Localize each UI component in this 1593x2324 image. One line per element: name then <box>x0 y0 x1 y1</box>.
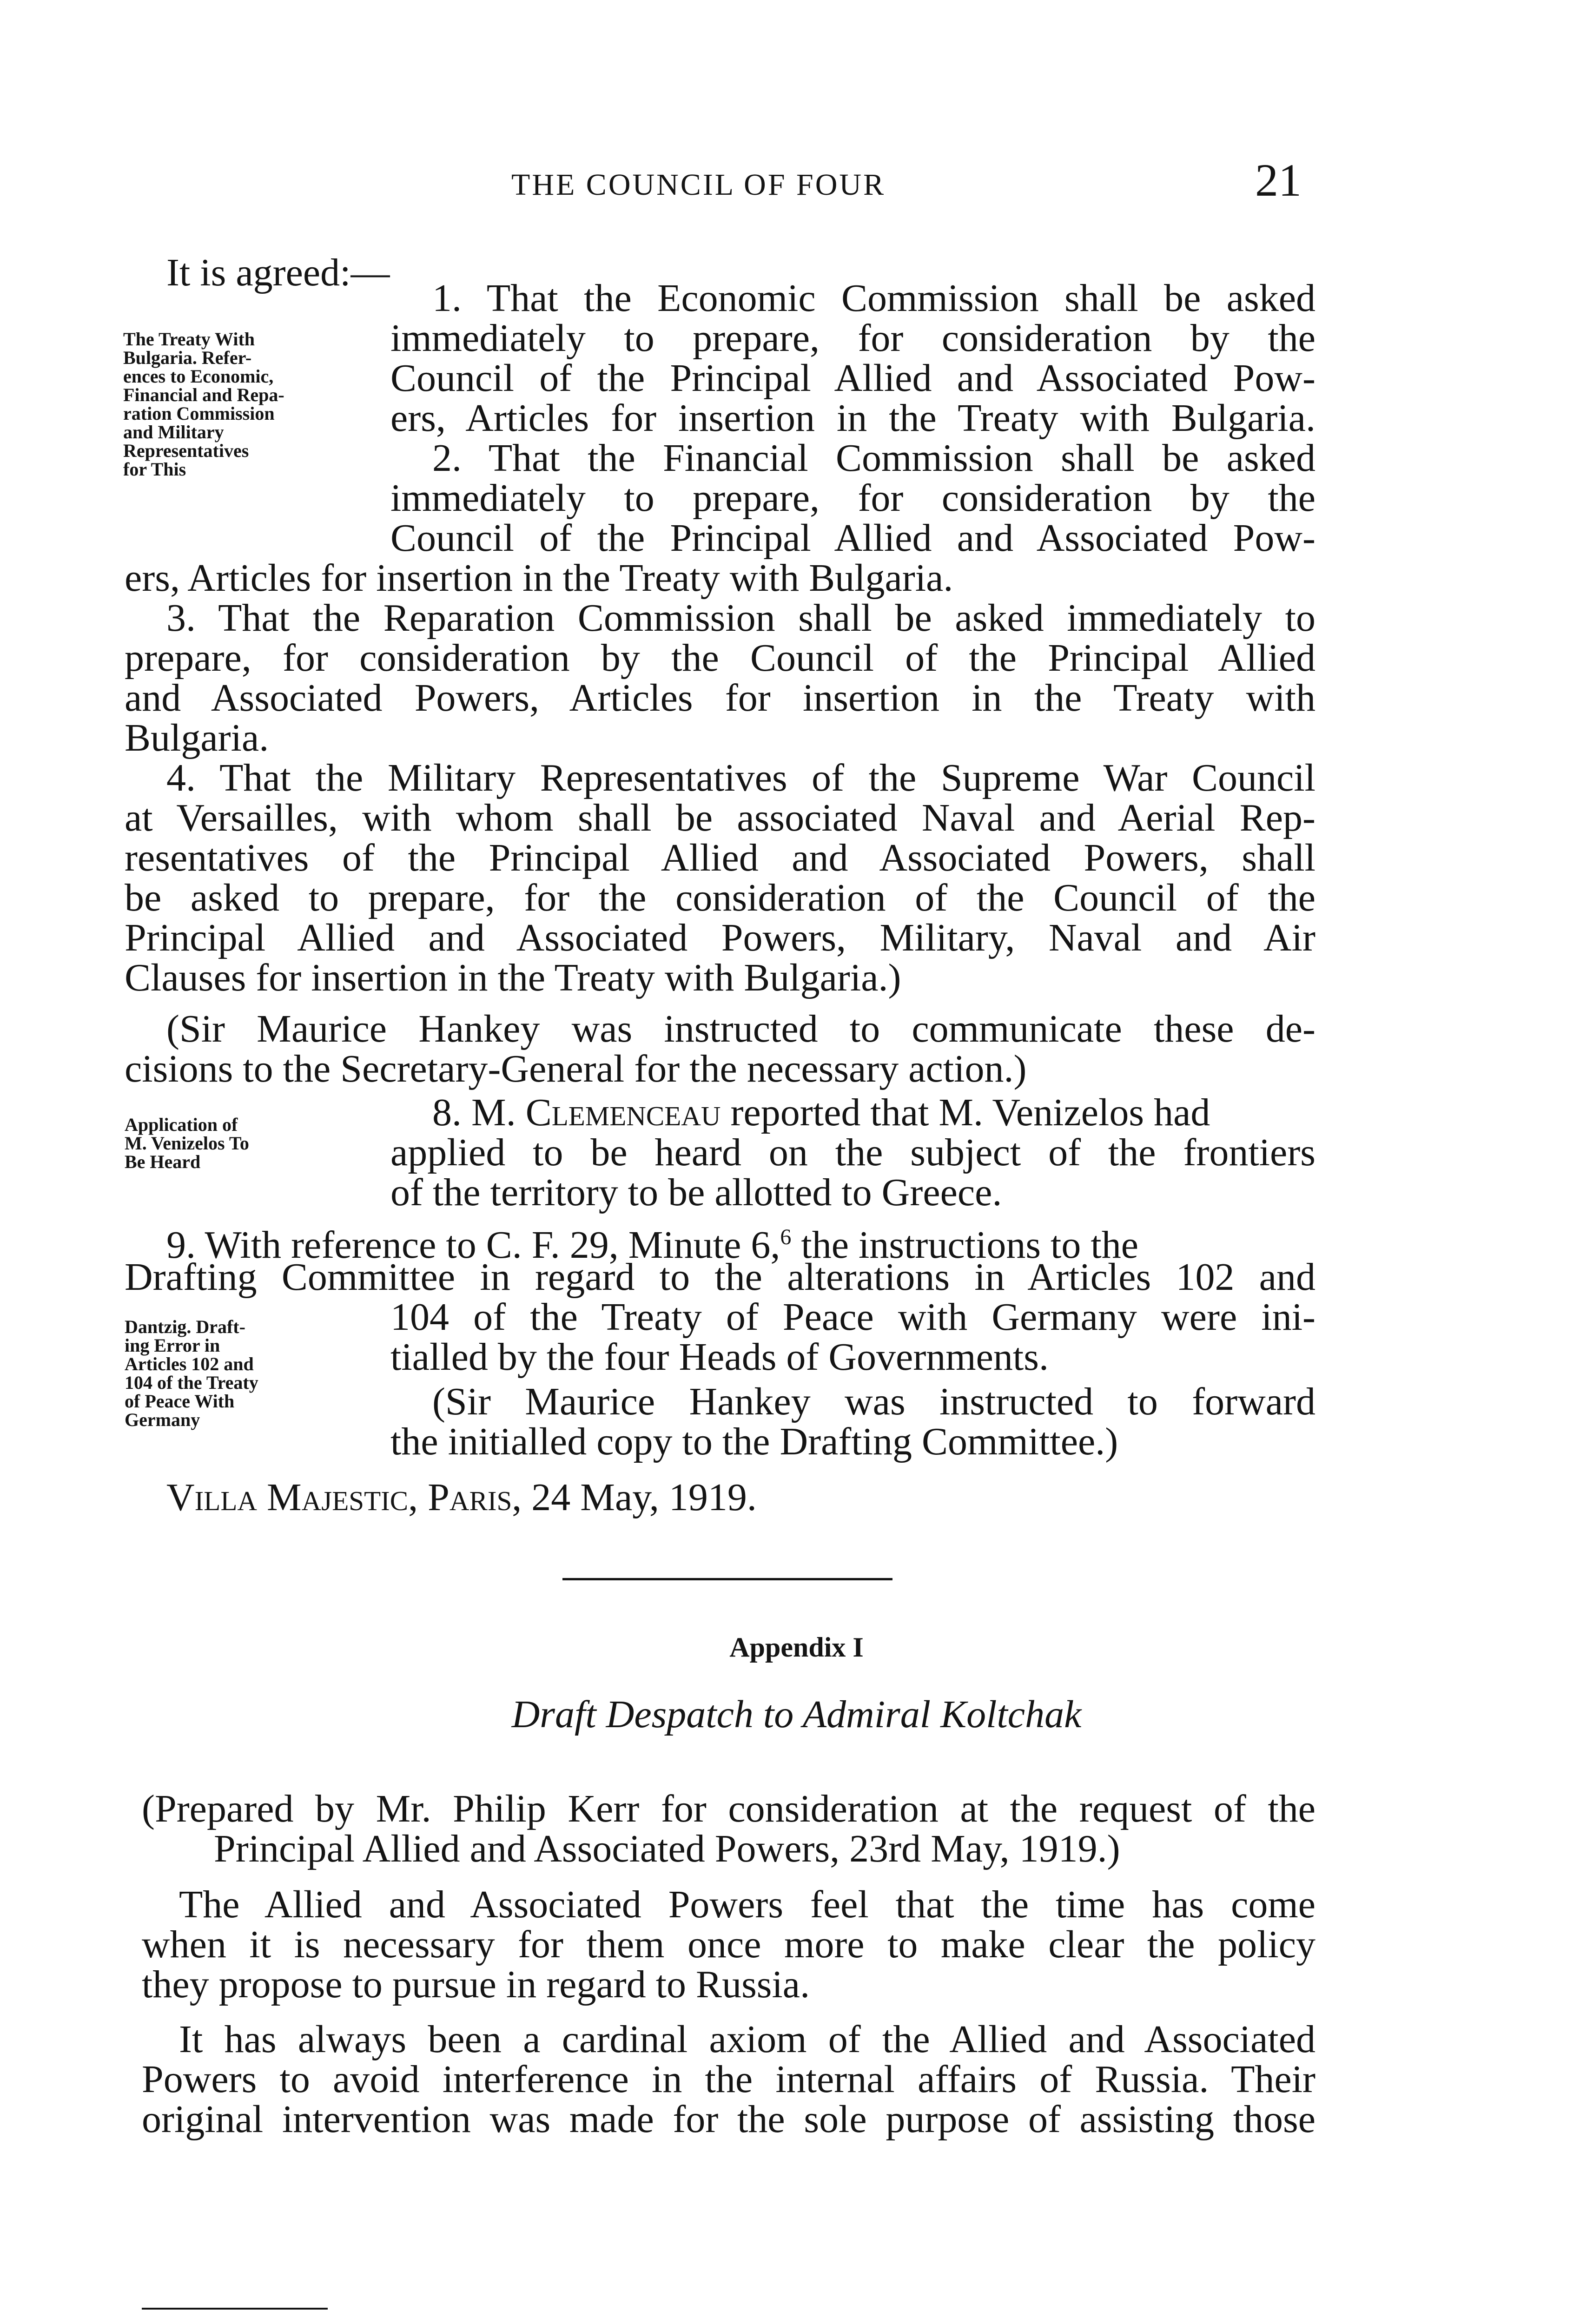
appendix-para-1-line-2: when it is necessary for them once more to make clear the policy <box>142 1923 1315 1966</box>
item-4-line-2: at Versailles, with whom shall be associated Naval and Aerial Rep- <box>125 796 1315 839</box>
item-9-text: 9. With reference to C. F. 29, Minute 6, <box>166 1223 780 1267</box>
item-9-line-2: Drafting Committee in regard to the alterations in Articles 102 and <box>125 1255 1315 1299</box>
sidenote-bulgaria: The Treaty With Bulgaria. Refer- ences to Economic, Financial and Repa- ration Commission and Military Representatives for This <box>123 329 284 480</box>
item-2-line-4: ers, Articles for insertion in the Treaty with Bulgaria. <box>125 556 953 600</box>
date: 24 May, 1919. <box>522 1476 757 1519</box>
page-number: 21 <box>1255 154 1302 206</box>
appendix-para-2-line-1: It has always been a cardinal axiom of the Allied and Associated <box>179 2018 1315 2061</box>
place: Villa Majestic, Paris, <box>166 1476 522 1519</box>
item-8-number: 8. M. <box>432 1091 526 1134</box>
item-1-line-2: immediately to prepare, for consideration by the <box>390 317 1315 360</box>
hankey-note-1-line-1: (Sir Maurice Hankey was instructed to communicate these de- <box>166 1007 1315 1050</box>
prepared-note-line-2: Principal Allied and Associated Powers, 23rd May, 1919.) <box>214 1827 1120 1870</box>
appendix-para-2-line-3: original intervention was made for the sole purpose of assisting those <box>142 2098 1315 2141</box>
place-and-date <box>166 1478 757 1517</box>
appendix-para-1-line-1: The Allied and Associated Powers feel that the time has come <box>179 1883 1315 1926</box>
item-1-line-3: Council of the Principal Allied and Associated Pow- <box>390 357 1315 400</box>
appendix-para-1-line-3: they propose to pursue in regard to Russia. <box>142 1963 810 2006</box>
item-9-line-1-rest: the instructions to the <box>791 1223 1138 1267</box>
item-8-line-1 <box>432 1093 1210 1132</box>
running-head: THE COUNCIL OF FOUR <box>511 168 886 202</box>
item-3-line-2: prepare, for consideration by the Council of the Principal Allied <box>125 636 1315 680</box>
item-1-line-4: ers, Articles for insertion in the Treaty with Bulgaria. <box>390 396 1315 440</box>
item-9-line-3: 104 of the Treaty of Peace with Germany were ini- <box>390 1295 1315 1339</box>
sidenote-dantzig: Dantzig. Draft- ing Error in Articles 102 and 104 of the Treaty of Peace With Germany <box>125 1316 258 1430</box>
item-3-line-1: 3. That the Reparation Commission shall be asked immediately to <box>166 596 1315 640</box>
item-4-line-6: Clauses for insertion in the Treaty with Bulgaria.) <box>125 956 901 999</box>
hankey-note-2-line-1: (Sir Maurice Hankey was instructed to forward <box>432 1380 1315 1423</box>
item-3-line-3: and Associated Powers, Articles for insertion in the Treaty with <box>125 676 1315 720</box>
appendix-title: Appendix I <box>729 1632 864 1663</box>
item-8-line-2: applied to be heard on the subject of the frontiers <box>390 1131 1315 1174</box>
agreed-heading: It is agreed:— <box>166 251 390 294</box>
item-1-line-1: 1. That the Economic Commission shall be asked <box>432 277 1315 320</box>
item-8-line-3: of the territory to be allotted to Greece. <box>390 1171 1002 1214</box>
footnote-rule <box>142 2308 328 2310</box>
hankey-note-1-line-2: cisions to the Secretary-General for the necessary action.) <box>125 1047 1027 1090</box>
item-2-line-2: immediately to prepare, for consideration by the <box>390 476 1315 520</box>
footnote-ref: 6 <box>780 1225 792 1249</box>
item-8-line-1-rest: reported that M. Venizelos had <box>720 1091 1210 1134</box>
clemenceau-name: Clemenceau <box>525 1091 721 1134</box>
item-3-line-4: Bulgaria. <box>125 716 269 759</box>
despatch-title: Draft Despatch to Admiral Koltchak <box>511 1693 1082 1736</box>
sidenote-venizelos: Application of M. Venizelos To Be Heard <box>125 1114 249 1172</box>
prepared-note-line-1: (Prepared by Mr. Philip Kerr for consideration at the request of the <box>142 1787 1315 1830</box>
item-4-line-1: 4. That the Military Representatives of the Supreme War Council <box>166 756 1315 799</box>
appendix-para-2-line-2: Powers to avoid interference in the internal affairs of Russia. Their <box>142 2058 1315 2101</box>
section-divider <box>562 1578 892 1580</box>
hankey-note-2-line-2: the initialled copy to the Drafting Committee.) <box>390 1420 1118 1463</box>
item-2-line-1: 2. That the Financial Commission shall be asked <box>432 436 1315 480</box>
item-9-line-4: tialled by the four Heads of Governments. <box>390 1335 1049 1379</box>
item-4-line-3: resentatives of the Principal Allied and Associated Powers, shall <box>125 836 1315 879</box>
item-2-line-3: Council of the Principal Allied and Associated Pow- <box>390 516 1315 560</box>
item-4-line-5: Principal Allied and Associated Powers, Military, Naval and Air <box>125 916 1315 959</box>
item-4-line-4: be asked to prepare, for the consideration of the Council of the <box>125 876 1315 919</box>
